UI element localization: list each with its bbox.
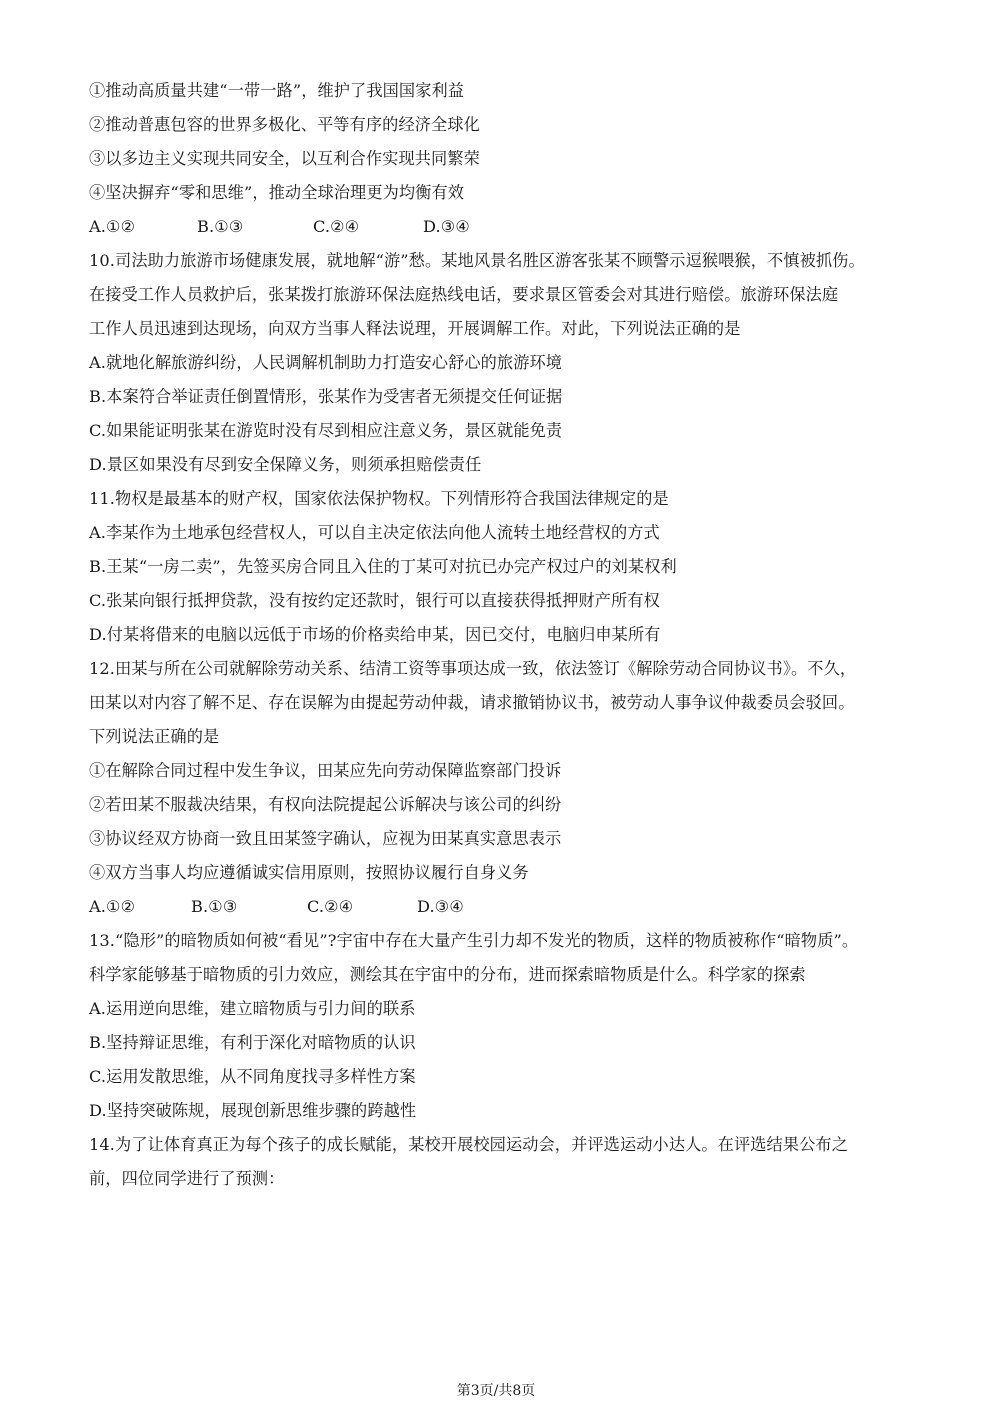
- q14-stem-line-2: 前，四位同学进行了预测：: [89, 1169, 285, 1188]
- q13-choice-a: A.运用逆向思维，建立暗物质与引力间的联系: [89, 999, 416, 1018]
- q10-stem-line-1: 10.司法助力旅游市场健康发展，就地解“游”愁。某地风景名胜区游客张某不顾警示逗猴喂猴，不慎被抓伤。: [89, 251, 865, 270]
- q12-stem-line-3: 下列说法正确的是: [89, 727, 220, 746]
- q10-choice-c: C.如果能证明张某在游览时没有尽到相应注意义务，景区就能免责: [89, 421, 563, 440]
- q13-choice-c: C.运用发散思维，从不同角度找寻多样性方案: [89, 1067, 416, 1086]
- q14-stem-line-1: 14.为了让体育真正为每个孩子的成长赋能，某校开展校园运动会，并评选运动小达人。在评选结果公布之: [89, 1135, 848, 1154]
- q12-item-1: ①在解除合同过程中发生争议，田某应先向劳动保障监察部门投诉: [89, 761, 562, 780]
- q11-stem-line-1: 11.物权是最基本的财产权，国家依法保护物权。下列情形符合我国法律规定的是: [89, 489, 669, 508]
- q12-item-3: ③协议经双方协商一致且田某签字确认，应视为田某真实意思表示: [89, 829, 562, 848]
- q9-option-b: B.①③: [197, 217, 244, 236]
- q11-choice-c: C.张某向银行抵押贷款，没有按约定还款时，银行可以直接获得抵押财产所有权: [89, 591, 660, 610]
- question-content: [89, 74, 919, 1196]
- q9-item-1: ①推动高质量共建“一带一路”，维护了我国国家利益: [89, 81, 465, 100]
- q12-item-2: ②若田某不服裁决结果，有权向法院提起公诉解决与该公司的纠纷: [89, 795, 562, 814]
- q11-choice-b: B.王某“一房二卖”，先签买房合同且入住的丁某可对抗已办完产权过户的刘某权利: [89, 557, 677, 576]
- q13-stem-line-2: 科学家能够基于暗物质的引力效应，测绘其在宇宙中的分布，进而探索暗物质是什么。科学家的探索: [89, 965, 806, 984]
- q12-option-c: C.②④: [307, 897, 354, 916]
- q12-stem-line-2: 田某以对内容了解不足、存在误解为由提起劳动仲裁，请求撤销协议书，被劳动人事争议仲裁委员会驳回。: [89, 693, 855, 712]
- q9-item-4: ④坚决摒弃“零和思维”，推动全球治理更为均衡有效: [89, 183, 465, 202]
- q12-options: [89, 890, 919, 924]
- q13-choice-d: D.坚持突破陈规，展现创新思维步骤的跨越性: [89, 1101, 417, 1120]
- q10-choice-a: A.就地化解旅游纠纷，人民调解机制助力打造安心舒心的旅游环境: [89, 353, 563, 372]
- q9-options: [89, 210, 919, 244]
- q13-stem-line-1: 13.“隐形”的暗物质如何被“看见”?宇宙中存在大量产生引力却不发光的物质，这样的物质被称作“暗物质”。: [89, 931, 859, 950]
- q9-option-c: C.②④: [313, 217, 360, 236]
- q10-choice-d: D.景区如果没有尽到安全保障义务，则须承担赔偿责任: [89, 455, 482, 474]
- page-number: 第3页/共8页: [456, 1383, 536, 1399]
- q12-option-b: B.①③: [191, 897, 238, 916]
- q12-option-a: A.①②: [89, 897, 136, 916]
- q9-item-3: ③以多边主义实现共同安全，以互利合作实现共同繁荣: [89, 149, 480, 168]
- q9-option-d: D.③④: [423, 217, 470, 236]
- q12-stem-line-1: 12.田某与所在公司就解除劳动关系、结清工资等事项达成一致，依法签订《解除劳动合同协议书》。不久，: [89, 659, 857, 678]
- q10-choice-b: B.本案符合举证责任倒置情形，张某作为受害者无须提交任何证据: [89, 387, 563, 406]
- q9-option-a: A.①②: [89, 217, 136, 236]
- q10-stem-line-2: 在接受工作人员救护后，张某拨打旅游环保法庭热线电话，要求景区管委会对其进行赔偿。旅游环保法庭: [89, 285, 839, 304]
- q11-choice-a: A.李某作为土地承包经营权人，可以自主决定依法向他人流转土地经营权的方式: [89, 523, 660, 542]
- q13-choice-b: B.坚持辩证思维，有利于深化对暗物质的认识: [89, 1033, 416, 1052]
- q10-stem-line-3: 工作人员迅速到达现场，向双方当事人释法说理，开展调解工作。对此，下列说法正确的是: [89, 319, 741, 338]
- q12-option-d: D.③④: [417, 897, 464, 916]
- q12-item-4: ④双方当事人均应遵循诚实信用原则，按照协议履行自身义务: [89, 863, 529, 882]
- q11-choice-d: D.付某将借来的电脑以远低于市场的价格卖给申某，因已交付，电脑归申某所有: [89, 625, 661, 644]
- q9-item-2: ②推动普惠包容的世界多极化、平等有序的经济全球化: [89, 115, 480, 134]
